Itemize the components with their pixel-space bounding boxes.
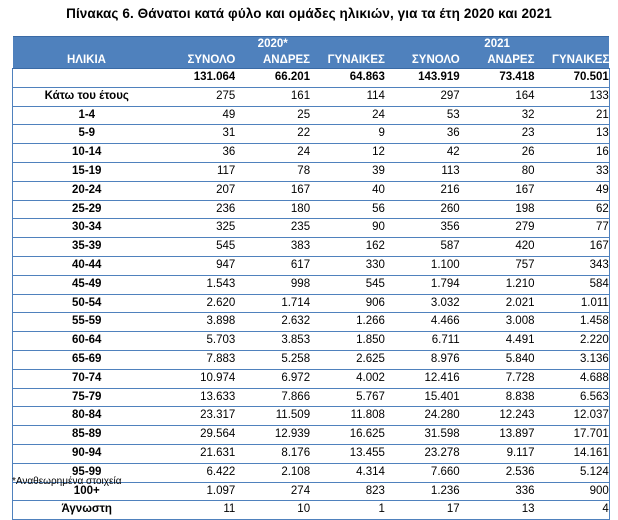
- table-cell: 545: [161, 238, 236, 257]
- table-cell: 1.266: [310, 313, 385, 332]
- age-group-label: 35-39: [13, 238, 161, 257]
- column-header-total-2020: ΣΥΝΟΛΟ: [161, 53, 236, 69]
- table-row: [13, 407, 610, 426]
- table-cell: 33: [535, 162, 610, 181]
- table-row: [13, 256, 610, 275]
- table-cell: 4.314: [310, 463, 385, 482]
- table-cell: 7.866: [235, 388, 310, 407]
- table-cell: 29.564: [161, 426, 236, 445]
- table-row: [13, 313, 610, 332]
- table-row: [13, 125, 610, 144]
- age-group-label: 80-84: [13, 407, 161, 426]
- table-cell: 53: [385, 106, 460, 125]
- table-cell: 545: [310, 275, 385, 294]
- column-header-women-2020: ΓΥΝΑΙΚΕΣ: [310, 53, 385, 69]
- table-cell: 7.883: [161, 350, 236, 369]
- age-group-label: 10-14: [13, 144, 161, 163]
- table-cell: 2.220: [535, 332, 610, 351]
- table-cell: 587: [385, 238, 460, 257]
- table-cell: 12: [310, 144, 385, 163]
- table-cell: 13.455: [310, 444, 385, 463]
- table-cell: 11.808: [310, 407, 385, 426]
- table-cell: 4.491: [460, 332, 535, 351]
- table-cell: 22: [235, 125, 310, 144]
- table-row: [13, 87, 610, 106]
- table-cell: 3.008: [460, 313, 535, 332]
- table-cell: 78: [235, 162, 310, 181]
- table-cell: 1.850: [310, 332, 385, 351]
- table-cell: 9: [310, 125, 385, 144]
- age-group-label: 20-24: [13, 181, 161, 200]
- table-cell: 900: [535, 482, 610, 501]
- table-cell: 420: [460, 238, 535, 257]
- table-cell: 356: [385, 219, 460, 238]
- table-cell: 2.536: [460, 463, 535, 482]
- table-cell: 31.598: [385, 426, 460, 445]
- table-row: [13, 294, 610, 313]
- table-cell: 16: [535, 144, 610, 163]
- age-group-label: 5-9: [13, 125, 161, 144]
- total-value: 73.418: [460, 69, 535, 88]
- table-cell: 12.037: [535, 407, 610, 426]
- table-cell: 7.660: [385, 463, 460, 482]
- table-cell: 275: [161, 87, 236, 106]
- age-group-label: 55-59: [13, 313, 161, 332]
- column-header-women-2021: ΓΥΝΑΙΚΕΣ: [535, 53, 610, 69]
- table-cell: 32: [460, 106, 535, 125]
- age-group-label: 60-64: [13, 332, 161, 351]
- table-cell: 8.176: [235, 444, 310, 463]
- table-cell: 24: [235, 144, 310, 163]
- table-cell: 12.416: [385, 369, 460, 388]
- table-cell: 180: [235, 200, 310, 219]
- table-cell: 5.258: [235, 350, 310, 369]
- deaths-table: [12, 36, 610, 520]
- age-group-label: 50-54: [13, 294, 161, 313]
- age-group-label: 90-94: [13, 444, 161, 463]
- table-cell: 39: [310, 162, 385, 181]
- table-cell: 6.972: [235, 369, 310, 388]
- total-value: 131.064: [161, 69, 236, 88]
- table-row: [13, 200, 610, 219]
- age-group-label: 100+: [13, 482, 161, 501]
- age-group-label: 85-89: [13, 426, 161, 445]
- table-row: [13, 144, 610, 163]
- table-cell: 1.543: [161, 275, 236, 294]
- table-cell: 12.243: [460, 407, 535, 426]
- table-cell: 62: [535, 200, 610, 219]
- table-cell: 906: [310, 294, 385, 313]
- table-cell: 17.701: [535, 426, 610, 445]
- table-cell: 260: [385, 200, 460, 219]
- table-cell: 1.100: [385, 256, 460, 275]
- table-cell: 216: [385, 181, 460, 200]
- table-row: [13, 388, 610, 407]
- table-cell: 11: [161, 501, 236, 520]
- column-header-men-2021: ΑΝΔΡΕΣ: [460, 53, 535, 69]
- table-cell: 279: [460, 219, 535, 238]
- table-cell: 2.108: [235, 463, 310, 482]
- table-cell: 114: [310, 87, 385, 106]
- table-cell: 207: [161, 181, 236, 200]
- table-cell: 235: [235, 219, 310, 238]
- table-cell: 8.976: [385, 350, 460, 369]
- table-cell: 12.939: [235, 426, 310, 445]
- year-2020-header: 2020*: [161, 37, 385, 53]
- table-cell: 4: [535, 501, 610, 520]
- age-group-label: 1-4: [13, 106, 161, 125]
- table-cell: 13.633: [161, 388, 236, 407]
- table-cell: 274: [235, 482, 310, 501]
- table-cell: 11.509: [235, 407, 310, 426]
- table-cell: 77: [535, 219, 610, 238]
- table-cell: 161: [235, 87, 310, 106]
- table-cell: 998: [235, 275, 310, 294]
- table-cell: 36: [385, 125, 460, 144]
- table-cell: 90: [310, 219, 385, 238]
- footnote: *Αναθεωρημένα στοιχεία: [12, 476, 122, 487]
- table-cell: 17: [385, 501, 460, 520]
- table-row: [13, 106, 610, 125]
- table-cell: 21.631: [161, 444, 236, 463]
- table-cell: 167: [235, 181, 310, 200]
- age-group-label: 65-69: [13, 350, 161, 369]
- age-column-header: ΗΛΙΚΙΑ: [13, 53, 161, 69]
- column-header-total-2021: ΣΥΝΟΛΟ: [385, 53, 460, 69]
- table-cell: 584: [535, 275, 610, 294]
- table-cell: 7.728: [460, 369, 535, 388]
- table-cell: 9.117: [460, 444, 535, 463]
- table-row: [13, 444, 610, 463]
- table-row: [13, 181, 610, 200]
- table-cell: 5.703: [161, 332, 236, 351]
- age-group-label: 30-34: [13, 219, 161, 238]
- table-cell: 1.011: [535, 294, 610, 313]
- age-group-label: Κάτω του έτους: [13, 87, 161, 106]
- table-cell: 3.032: [385, 294, 460, 313]
- age-group-label: 70-74: [13, 369, 161, 388]
- table-cell: 325: [161, 219, 236, 238]
- total-value: 64.863: [310, 69, 385, 88]
- table-cell: 36: [161, 144, 236, 163]
- table-cell: 336: [460, 482, 535, 501]
- table-cell: 6.563: [535, 388, 610, 407]
- table-row: [13, 369, 610, 388]
- age-group-label: 15-19: [13, 162, 161, 181]
- age-group-label: 75-79: [13, 388, 161, 407]
- table-cell: 42: [385, 144, 460, 163]
- table-cell: 617: [235, 256, 310, 275]
- table-cell: 1.714: [235, 294, 310, 313]
- table-cell: 198: [460, 200, 535, 219]
- table-cell: 1.794: [385, 275, 460, 294]
- year-2021-header: 2021: [385, 37, 609, 53]
- table-cell: 4.002: [310, 369, 385, 388]
- table-row: [13, 275, 610, 294]
- table-cell: 3.853: [235, 332, 310, 351]
- table-cell: 297: [385, 87, 460, 106]
- table-cell: 24.280: [385, 407, 460, 426]
- table-cell: 10.974: [161, 369, 236, 388]
- table-cell: 162: [310, 238, 385, 257]
- table-cell: 5.840: [460, 350, 535, 369]
- table-cell: 80: [460, 162, 535, 181]
- total-value: 66.201: [235, 69, 310, 88]
- table-cell: 6.711: [385, 332, 460, 351]
- age-group-label: 25-29: [13, 200, 161, 219]
- table-cell: 2.632: [235, 313, 310, 332]
- table-title: Πίνακας 6. Θάνατοι κατά φύλο και ομάδες ηλικιών, για τα έτη 2020 και 2021: [66, 6, 552, 21]
- table-cell: 823: [310, 482, 385, 501]
- table-cell: 10: [235, 501, 310, 520]
- table-cell: 133: [535, 87, 610, 106]
- table-cell: 5.124: [535, 463, 610, 482]
- table-cell: 15.401: [385, 388, 460, 407]
- table-cell: 117: [161, 162, 236, 181]
- year-header-empty: [13, 37, 161, 53]
- table-cell: 13: [535, 125, 610, 144]
- total-row-label: [13, 69, 161, 88]
- table-cell: 757: [460, 256, 535, 275]
- total-value: 70.501: [535, 69, 610, 88]
- total-value: 143.919: [385, 69, 460, 88]
- table-cell: 1.236: [385, 482, 460, 501]
- table-cell: 1.210: [460, 275, 535, 294]
- table-cell: 13.897: [460, 426, 535, 445]
- table-cell: 1.097: [161, 482, 236, 501]
- age-group-label: 40-44: [13, 256, 161, 275]
- table-cell: 6.422: [161, 463, 236, 482]
- table-cell: 167: [535, 238, 610, 257]
- age-group-label: 95-99: [13, 463, 161, 482]
- age-group-label: 45-49: [13, 275, 161, 294]
- table-cell: 343: [535, 256, 610, 275]
- table-cell: 3.136: [535, 350, 610, 369]
- table-cell: 164: [460, 87, 535, 106]
- table-cell: 13: [460, 501, 535, 520]
- table-cell: 4.688: [535, 369, 610, 388]
- table-cell: 49: [161, 106, 236, 125]
- table-cell: 8.838: [460, 388, 535, 407]
- age-group-label: Άγνωστη: [13, 501, 161, 520]
- table-cell: 49: [535, 181, 610, 200]
- table-cell: 383: [235, 238, 310, 257]
- table-cell: 5.767: [310, 388, 385, 407]
- table-cell: 23.317: [161, 407, 236, 426]
- table-cell: 1.458: [535, 313, 610, 332]
- table-cell: 167: [460, 181, 535, 200]
- table-cell: 23.278: [385, 444, 460, 463]
- total-row: [13, 69, 610, 88]
- table-row: [13, 426, 610, 445]
- table-cell: 2.021: [460, 294, 535, 313]
- table-cell: 56: [310, 200, 385, 219]
- table-cell: 236: [161, 200, 236, 219]
- table-cell: 113: [385, 162, 460, 181]
- table-cell: 23: [460, 125, 535, 144]
- table-cell: 1: [310, 501, 385, 520]
- table-cell: 31: [161, 125, 236, 144]
- table-cell: 2.620: [161, 294, 236, 313]
- table-cell: 26: [460, 144, 535, 163]
- table-cell: 4.466: [385, 313, 460, 332]
- table-cell: 21: [535, 106, 610, 125]
- table-cell: 40: [310, 181, 385, 200]
- table-cell: 330: [310, 256, 385, 275]
- table-cell: 947: [161, 256, 236, 275]
- table-row: [13, 501, 610, 520]
- table-row: [13, 162, 610, 181]
- column-header-row: [13, 53, 610, 69]
- year-header-row: [13, 37, 610, 53]
- table-cell: 3.898: [161, 313, 236, 332]
- table-cell: 25: [235, 106, 310, 125]
- table-cell: 16.625: [310, 426, 385, 445]
- table-row: [13, 219, 610, 238]
- table-cell: 2.625: [310, 350, 385, 369]
- table-row: [13, 332, 610, 351]
- table-cell: 14.161: [535, 444, 610, 463]
- table-row: [13, 350, 610, 369]
- table-row: [13, 238, 610, 257]
- table-cell: 24: [310, 106, 385, 125]
- column-header-men-2020: ΑΝΔΡΕΣ: [235, 53, 310, 69]
